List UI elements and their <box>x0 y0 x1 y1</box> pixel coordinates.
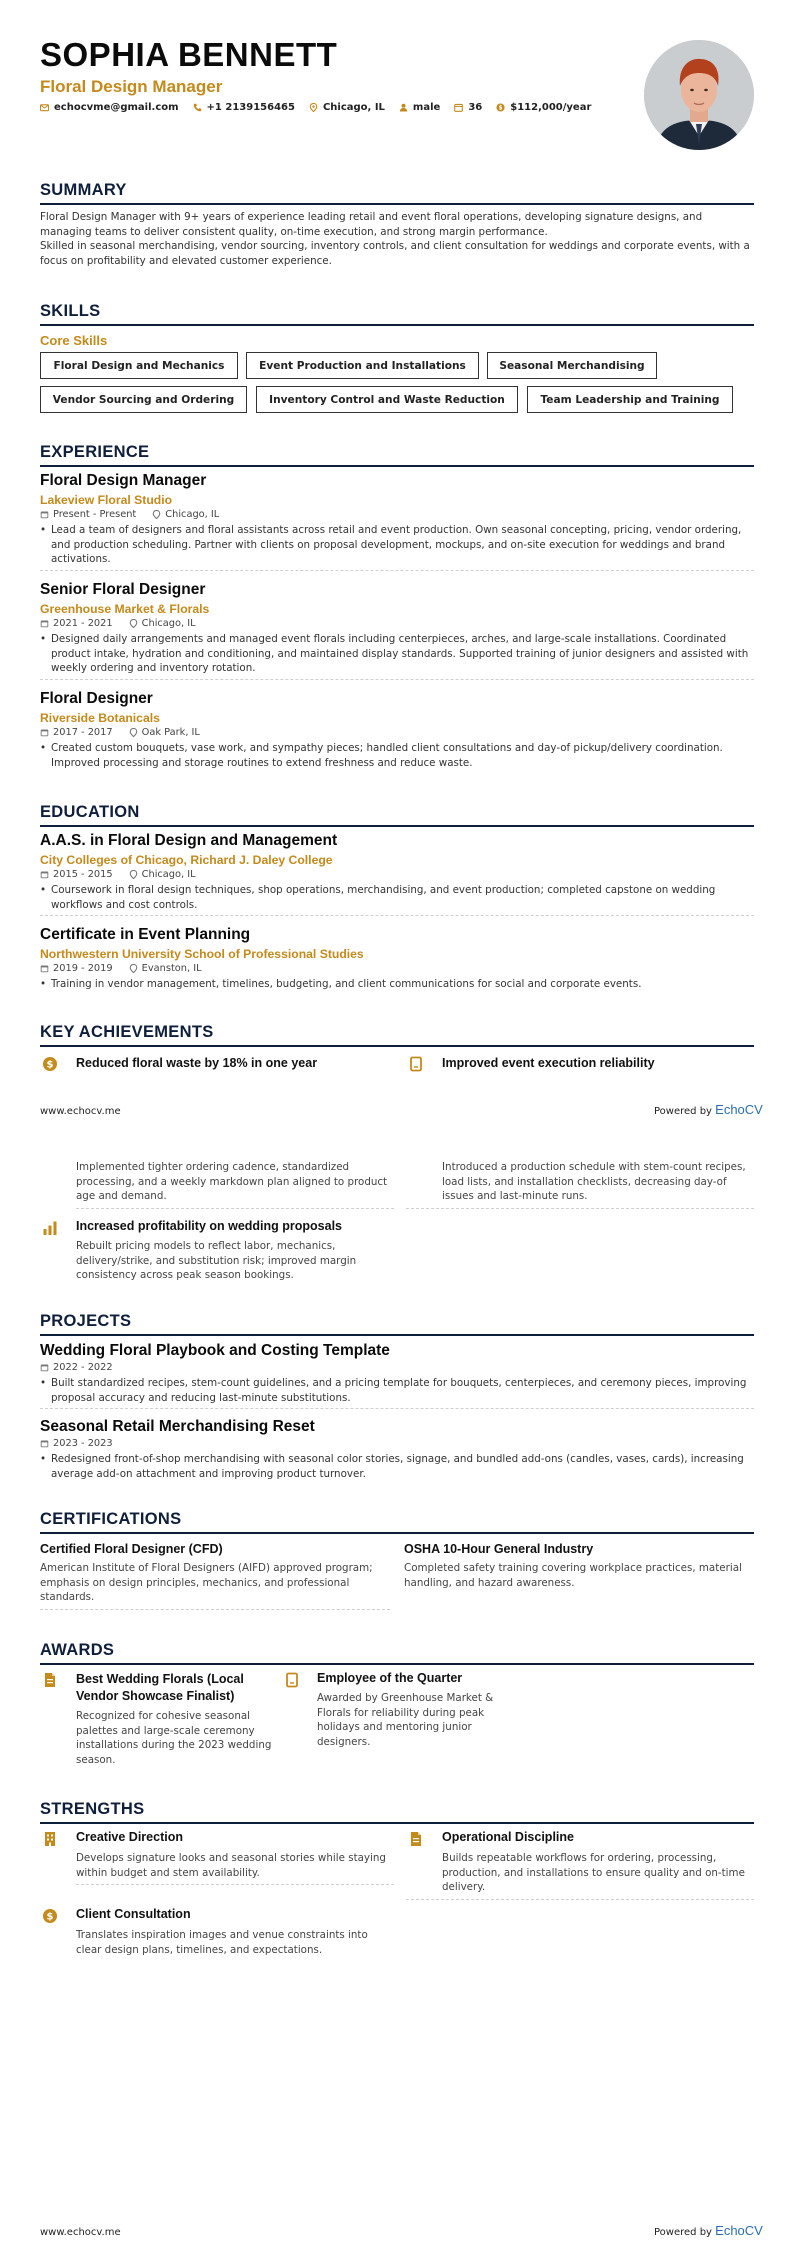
project-bullet: • Built standardized recipes, stem-count guidelines, and a pricing template for bouquets, centerpieces, and ceremony pieces, improving proposal accuracy and reducing last-minute substitutions. <box>40 1376 754 1409</box>
degree-title: A.A.S. in Floral Design and Management <box>40 832 338 849</box>
contact-gender: male <box>399 102 440 113</box>
strength-title: Creative Direction <box>76 1830 183 1844</box>
job-meta: Present - Present Chicago, IL <box>40 509 754 520</box>
bar-chart-icon <box>42 1220 58 1236</box>
contact-age: 36 <box>454 102 482 113</box>
strength-title: Operational Discipline <box>442 1830 574 1844</box>
envelope-icon <box>40 103 49 112</box>
summary-paragraph-1: Floral Design Manager with 9+ years of experience leading retail and event floral operations, developing signature designs, and managing teams to deliver consistent quality, on-time execution, and strong margin performance. <box>40 211 703 238</box>
project-title: Seasonal Retail Merchandising Reset <box>40 1418 315 1435</box>
experience-entry <box>40 472 754 571</box>
project-bullet: • Redesigned front-of-shop merchandising with seasonal color stories, signage, and bundled add-ons (candles, vases, cards), increasing average add-on attachment and improving product turnover. <box>40 1452 754 1481</box>
award-title: Best Wedding Florals (Local Vendor Showcase Finalist) <box>76 1672 244 1703</box>
calendar-icon <box>40 964 49 973</box>
summary-text <box>40 210 754 268</box>
building-icon <box>42 1831 58 1847</box>
company-name: Riverside Botanicals <box>40 711 160 725</box>
experience-entry <box>40 690 754 770</box>
summary-heading: SUMMARY <box>40 181 754 205</box>
job-bullet: • Lead a team of designers and floral assistants across retail and event production. Own seasonal concepting, pricing, vendor ordering, and production scheduling. Partner with clients on proposal development, mockups, and on-site execution for weddings and brand activations. <box>40 523 754 571</box>
map-pin-icon <box>152 510 161 519</box>
candidate-name: SOPHIA BENNETT <box>40 36 338 73</box>
achievement-description: Introduced a production schedule with stem-count recipes, load lists, and installation checklists, decreasing day-of issues and last-minute runs. <box>406 1160 754 1209</box>
user-icon <box>399 103 408 112</box>
achievement-description: Implemented tighter ordering cadence, standardized processing, and a weekly markdown plan aligned to product age and demand. <box>76 1160 394 1209</box>
job-title: Floral Design Manager <box>40 472 207 489</box>
project-meta: 2023 - 2023 <box>40 1438 754 1449</box>
document-icon <box>42 1672 58 1688</box>
avatar <box>644 40 754 150</box>
project-entry <box>40 1342 754 1409</box>
education-meta: 2019 - 2019 Evanston, IL <box>40 963 754 974</box>
summary-paragraph-2: Skilled in seasonal merchandising, vendor sourcing, inventory controls, and client consultation for weddings and corporate events, with a focus on profitability and elevated customer experience. <box>40 240 750 267</box>
footer-site-link[interactable]: www.echocv.me <box>40 2227 121 2238</box>
project-title: Wedding Floral Playbook and Costing Template <box>40 1342 390 1359</box>
education-bullet: • Coursework in floral design techniques, shop operations, merchandising, and event production; completed capstone on wedding workflows and cost controls. <box>40 883 754 916</box>
education-entry <box>40 926 754 992</box>
job-bullet: • Created custom bouquets, vase work, and sympathy pieces; handled client consultations and day-of pickup/delivery coordination. Improved processing and storage routines to extend freshness and reduce waste. <box>40 741 754 770</box>
experience-heading: EXPERIENCE <box>40 443 754 467</box>
project-entry <box>40 1418 754 1481</box>
calendar-icon <box>40 728 49 737</box>
phone-icon <box>193 103 202 112</box>
job-bullet: • Designed daily arrangements and managed event florals including centerpieces, arches, and large-scale installations. Coordinated product intake, hydration and conditioning, and maintained display standards. Supported training of junior designers and assisted with weekly ordering and inventory rotation. <box>40 632 754 680</box>
bookmark-icon <box>284 1672 300 1688</box>
calendar-icon <box>40 619 49 628</box>
award-icon <box>284 1672 300 1692</box>
calendar-icon <box>40 1363 49 1372</box>
strength-description: Translates inspiration images and venue constraints into clear design plans, timelines, and expectations. <box>76 1929 368 1956</box>
svg-text:$: $ <box>46 1911 54 1923</box>
skill-pill: Team Leadership and Training <box>527 386 733 413</box>
company-name: Lakeview Floral Studio <box>40 493 173 507</box>
award-title: Employee of the Quarter <box>317 1671 463 1685</box>
achievement-title: Increased profitability on wedding proposals <box>76 1219 343 1233</box>
experience-entry <box>40 581 754 680</box>
coin-icon <box>42 1056 58 1072</box>
skill-pill: Event Production and Installations <box>246 352 479 379</box>
map-pin-icon <box>129 728 138 737</box>
job-title: Senior Floral Designer <box>40 581 206 598</box>
awards-heading: AWARDS <box>40 1641 754 1665</box>
skills-group-title: Core Skills <box>40 333 108 348</box>
calendar-icon <box>40 870 49 879</box>
certification-title: Certified Floral Designer (CFD) <box>40 1542 223 1556</box>
job-meta: 2017 - 2017 Oak Park, IL <box>40 727 754 738</box>
contact-salary: $ $112,000/year <box>496 102 591 113</box>
calendar-icon <box>40 510 49 519</box>
school-name: Northwestern University School of Professional Studies <box>40 947 364 961</box>
job-meta: 2021 - 2021 Chicago, IL <box>40 618 754 629</box>
certification-title: OSHA 10-Hour General Industry <box>404 1542 594 1556</box>
contact-email[interactable]: echocvme@gmail.com <box>40 102 179 113</box>
award-description: Recognized for cohesive seasonal palettes and large-scale ceremony installations during the 2023 wedding season. <box>76 1710 272 1766</box>
map-pin-icon <box>129 619 138 628</box>
map-pin-icon <box>129 870 138 879</box>
certification-description: American Institute of Floral Designers (AIFD) approved program; emphasis on design principles, mechanics, and professional standards. <box>40 1561 390 1610</box>
strengths-heading: STRENGTHS <box>40 1800 754 1824</box>
skill-pill: Vendor Sourcing and Ordering <box>40 386 247 413</box>
award-icon <box>42 1672 58 1692</box>
achievement-title: Reduced floral waste by 18% in one year <box>76 1056 318 1070</box>
svg-text:$: $ <box>498 105 503 112</box>
achievement-icon <box>42 1056 58 1076</box>
map-pin-icon <box>129 964 138 973</box>
strength-description: Builds repeatable workflows for ordering, processing, production, and installations to ensure quality and on-time delivery. <box>406 1851 754 1900</box>
calendar-icon <box>40 1439 49 1448</box>
projects-heading: PROJECTS <box>40 1312 754 1336</box>
education-entry <box>40 832 754 916</box>
strength-icon <box>408 1831 424 1851</box>
school-name: City Colleges of Chicago, Richard J. Daley College <box>40 853 333 867</box>
skills-heading: SKILLS <box>40 302 754 326</box>
achievements-heading: KEY ACHIEVEMENTS <box>40 1023 754 1047</box>
job-title: Floral Designer <box>40 690 153 707</box>
company-name: Greenhouse Market & Florals <box>40 602 210 616</box>
map-pin-icon <box>309 103 318 112</box>
strength-icon <box>42 1831 58 1851</box>
achievement-icon <box>408 1056 424 1076</box>
document-icon <box>408 1831 424 1847</box>
contact-location: Chicago, IL <box>309 102 385 113</box>
award-description: Awarded by Greenhouse Market & Florals for reliability during peak holidays and mentoring junior designers. <box>317 1692 494 1748</box>
footer-site-link[interactable]: www.echocv.me <box>40 1106 121 1117</box>
svg-text:$: $ <box>46 1059 54 1071</box>
degree-title: Certificate in Event Planning <box>40 926 251 943</box>
footer-brand: EchoCV <box>715 1102 763 1117</box>
contact-bar <box>40 102 591 113</box>
skill-pill: Inventory Control and Waste Reduction <box>256 386 518 413</box>
bookmark-icon <box>408 1056 424 1072</box>
candidate-role: Floral Design Manager <box>40 77 223 96</box>
contact-phone[interactable]: +1 2139156465 <box>193 102 295 113</box>
education-heading: EDUCATION <box>40 803 754 827</box>
certification-entry <box>404 1542 754 1590</box>
skill-pill: Seasonal Merchandising <box>487 352 657 379</box>
certification-entry <box>40 1542 390 1610</box>
footer-powered[interactable]: Powered by EchoCV <box>654 2223 763 2238</box>
achievement-title: Improved event execution reliability <box>442 1056 655 1070</box>
achievement-description: Rebuilt pricing models to reflect labor, mechanics, delivery/strike, and substitution risk; improved margin consistency across peak season bookings. <box>76 1240 357 1281</box>
strength-title: Client Consultation <box>76 1907 191 1921</box>
strength-icon <box>42 1908 58 1928</box>
coin-icon <box>42 1908 58 1924</box>
footer-powered[interactable]: Powered by EchoCV <box>654 1102 763 1117</box>
footer-brand: EchoCV <box>715 2223 763 2238</box>
certification-description: Completed safety training covering workplace practices, material handling, and hazard awareness. <box>404 1562 742 1589</box>
certifications-heading: CERTIFICATIONS <box>40 1510 754 1534</box>
skill-pill: Floral Design and Mechanics <box>40 352 238 379</box>
strength-description: Develops signature looks and seasonal stories while staying within budget and stem availability. <box>76 1851 394 1885</box>
achievement-icon <box>42 1220 58 1240</box>
calendar-icon <box>454 103 463 112</box>
coin-icon <box>496 103 505 112</box>
education-meta: 2015 - 2015 Chicago, IL <box>40 869 754 880</box>
education-bullet: • Training in vendor management, timelines, budgeting, and client communications for social and corporate events. <box>40 977 754 992</box>
project-meta: 2022 - 2022 <box>40 1362 754 1373</box>
